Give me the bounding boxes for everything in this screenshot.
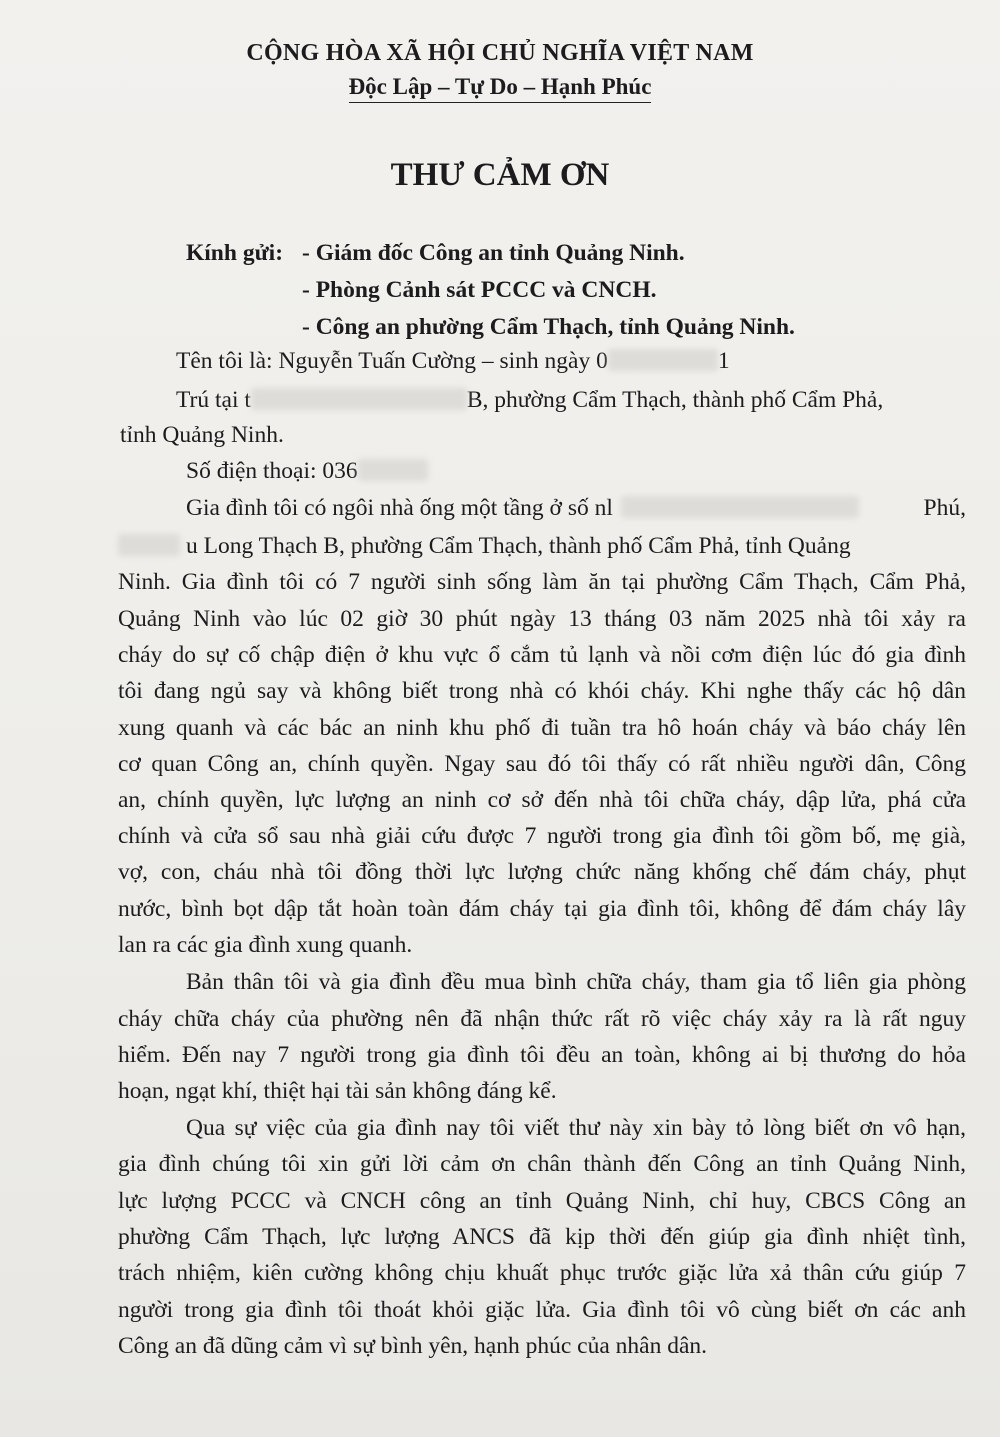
recipient-item: - Giám đốc Công an tỉnh Quảng Ninh. [302, 240, 685, 266]
sender-address-text: Trú tại t [176, 387, 251, 413]
paragraph-1-line: Quảng Ninh vào lúc 02 giờ 30 phút ngày 13 tháng 03 năm 2025 nhà tôi xảy ra [118, 606, 966, 632]
paragraph-1-line [118, 531, 966, 561]
paragraph-1-line: Ninh. Gia đình tôi có 7 người sinh sống làm ăn tại phường Cẩm Thạch, Cẩm Phả, [118, 569, 966, 595]
sender-name-tail: 1 [717, 348, 730, 374]
recipients-label: Kính gửi: [186, 240, 284, 266]
paragraph-2-line: hiểm. Đến nay 7 người trong gia đình tôi đều an toàn, không ai bị thương do hỏa [118, 1042, 966, 1068]
paragraph-2-line: Bản thân tôi và gia đình đều mua bình chữa cháy, tham gia tổ liên gia phòng [186, 969, 966, 995]
recipient-item: - Công an phường Cẩm Thạch, tỉnh Quảng Ninh. [302, 314, 795, 340]
body-text: Gia đình tôi có ngôi nhà ống một tầng ở số nl [186, 495, 613, 521]
paragraph-3-line: Qua sự việc của gia đình nay tôi viết thư này xin bày tỏ lòng biết ơn vô hạn, [186, 1115, 966, 1141]
body-text: Phú, [923, 495, 966, 521]
paragraph-3-line: phường Cẩm Thạch, lực lượng ANCS đã kịp thời đến giúp gia đình nhiệt tình, [118, 1224, 966, 1250]
national-title: CỘNG HÒA XÃ HỘI CHỦ NGHĨA VIỆT NAM [246, 40, 754, 66]
redacted-house-address [621, 496, 859, 518]
paragraph-3-line: trách nhiệm, kiên cường không chịu khuất phục trước giặc lửa xả thân cứu giúp 7 [118, 1260, 966, 1286]
sender-address-tail: B, phường Cẩm Thạch, thành phố Cẩm Phả, [466, 387, 884, 413]
paragraph-2-line: hoạn, ngạt khí, thiệt hại tài sản không đáng kể. [118, 1078, 557, 1104]
paragraph-1-line: xung quanh và các bác an ninh khu phố đi tuần tra hô hoán cháy và báo cháy lên [118, 715, 966, 741]
redacted-phone [358, 459, 428, 481]
recipient-item: - Phòng Cảnh sát PCCC và CNCH. [302, 277, 657, 303]
letter-title: THƯ CẢM ƠN [390, 157, 610, 193]
paragraph-1-line: lan ra các gia đình xung quanh. [118, 932, 413, 958]
paragraph-1-line: cơ quan Công an, chính quyền. Ngay sau đó tôi thấy có rất nhiều người dân, Công [118, 751, 966, 777]
paragraph-1-line: cháy do sự cố chập điện ở khu vực ổ cắm tủ lạnh và nồi cơm điện lúc đó gia đình [118, 642, 966, 668]
sender-phone-line [186, 456, 428, 486]
paragraph-3-line: người trong gia đình tôi thoát khỏi giặc lửa. Gia đình tôi vô cùng biết ơn các anh [118, 1297, 966, 1323]
motto-line [0, 72, 1000, 103]
paragraph-1-line: nước, bình bọt dập tắt hoàn toàn đám cháy tại gia đình tôi, không để đám cháy lây [118, 896, 966, 922]
sender-address-line [176, 385, 883, 415]
paragraph-1-line: tôi đang ngủ say và không biết trong nhà có khói cháy. Khi nghe thấy các hộ dân [118, 678, 966, 704]
paragraph-1-line: an, chính quyền, lực lượng an ninh cơ sở đến nhà tôi chữa cháy, dập lửa, phá cửa [118, 787, 966, 813]
paragraph-1-line: chính và cửa sổ sau nhà giải cứu được 7 người trong gia đình tôi gồm bố, mẹ già, [118, 823, 966, 849]
body-text: u Long Thạch B, phường Cẩm Thạch, thành phố Cẩm Phả, tỉnh Quảng [186, 533, 851, 559]
paragraph-3-line: lực lượng PCCC và CNCH công an tỉnh Quảng Ninh, chỉ huy, CBCS Công an [118, 1188, 966, 1214]
paragraph-2-line: cháy chữa cháy của phường nên đã nhận thức rất rõ việc cháy xảy ra là rất nguy [118, 1006, 966, 1032]
sender-address-line-2: tỉnh Quảng Ninh. [120, 422, 284, 448]
sender-name-text: Tên tôi là: Nguyễn Tuấn Cường – sinh ngày 0 [176, 348, 608, 374]
paragraph-1-line [186, 493, 966, 523]
national-motto: Độc Lập – Tự Do – Hạnh Phúc [349, 73, 652, 103]
paragraph-3-line: Công an đã dũng cảm vì sự bình yên, hạnh phúc của nhân dân. [118, 1333, 708, 1359]
paragraph-1-line: vợ, con, cháu nhà tôi đồng thời lực lượng chức năng khống chế đám cháy, phụt [118, 859, 966, 885]
sender-phone-text: Số điện thoại: 036 [186, 458, 358, 484]
redacted-area [118, 534, 180, 556]
sender-name-line [176, 346, 730, 376]
paragraph-3-line: gia đình chúng tôi xin gửi lời cảm ơn chân thành đến Công an tỉnh Quảng Ninh, [118, 1151, 966, 1177]
redacted-address [251, 388, 467, 410]
redacted-dob [608, 349, 718, 371]
